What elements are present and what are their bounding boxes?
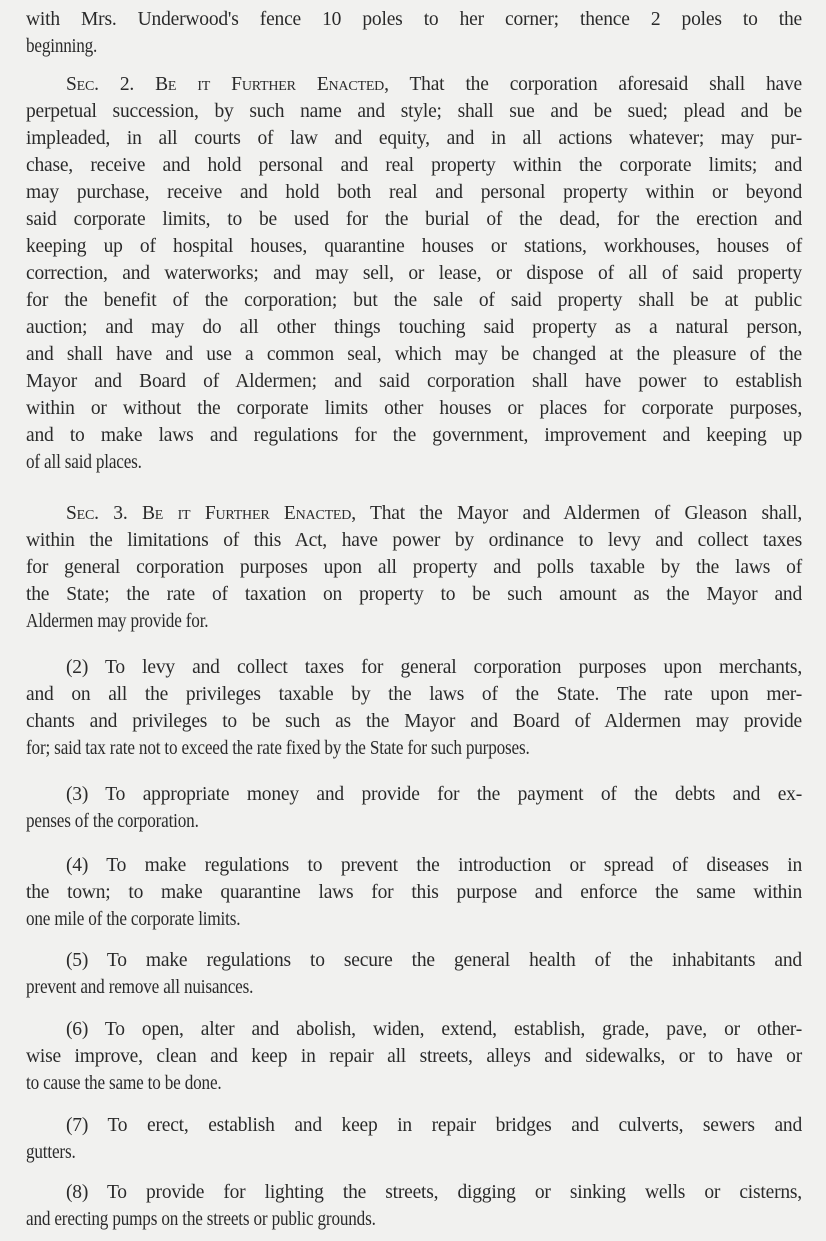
text-line: for general corporation purposes upon all property and polls taxable by the laws of — [26, 557, 802, 578]
text-line: may purchase, receive and hold both real and personal property within or beyond — [26, 182, 802, 203]
text-line: with Mrs. Underwood's fence 10 poles to her corner; thence 2 poles to the — [26, 9, 802, 30]
text-line: within or without the corporate limits other houses or places for corporate purposes, — [26, 398, 802, 419]
text-line: impleaded, in all courts of law and equity, and in all actions whatever; may pur- — [26, 128, 802, 149]
section-2-first-line — [66, 73, 802, 97]
text-line: beginning. — [26, 36, 98, 57]
text-line: gutters. — [26, 1142, 76, 1163]
text-line: for; said tax rate not to exceed the rate fixed by the State for such purposes. — [26, 738, 530, 759]
text-line: perpetual succession, by such name and style; shall sue and be sued; plead and be — [26, 101, 802, 122]
text-line: keeping up of hospital houses, quarantine houses or stations, workhouses, houses of — [26, 236, 802, 257]
text-line: and erecting pumps on the streets or public grounds. — [26, 1209, 376, 1230]
text-line: penses of the corporation. — [26, 811, 199, 832]
item-6-first-line: (6) To open, alter and abolish, widen, extend, establish, grade, pave, or other- — [66, 1019, 802, 1040]
enacting-clause: Be it Further Enacted, — [141, 503, 356, 524]
item-8-first-line: (8) To provide for lighting the streets, digging or sinking wells or cisterns, — [66, 1182, 802, 1203]
text-line: the State; the rate of taxation on property to be such amount as the Mayor and — [26, 584, 802, 605]
text-line: to cause the same to be done. — [26, 1073, 222, 1094]
item-5-first-line: (5) To make regulations to secure the general health of the inhabitants and — [66, 950, 802, 971]
text-line: for the benefit of the corporation; but the sale of said property shall be at public — [26, 290, 802, 311]
text-line: prevent and remove all nuisances. — [26, 977, 254, 998]
item-7-first-line: (7) To erect, establish and keep in repair bridges and culverts, sewers and — [66, 1115, 802, 1136]
text-line: said corporate limits, to be used for the burial of the dead, for the erection and — [26, 209, 802, 230]
text-line: Aldermen may provide for. — [26, 611, 209, 632]
text-line: auction; and may do all other things touching said property as a natural person, — [26, 317, 802, 338]
text-line: the town; to make quarantine laws for this purpose and enforce the same within — [26, 882, 802, 903]
text-line: within the limitations of this Act, have power by ordinance to levy and collect taxes — [26, 530, 802, 551]
item-3-first-line: (3) To appropriate money and provide for the payment of the debts and ex- — [66, 784, 802, 805]
text-line: chase, receive and hold personal and real property within the corporate limits; and — [26, 155, 802, 176]
section-label: Sec. 2. — [66, 74, 135, 95]
text-line: correction, and waterworks; and may sell, or lease, or dispose of all of said property — [26, 263, 802, 284]
text-line: one mile of the corporate limits. — [26, 909, 241, 930]
section-label: Sec. 3. — [66, 503, 128, 524]
text-line: and shall have and use a common seal, which may be changed at the pleasure of the — [26, 344, 802, 365]
text-line: of all said places. — [26, 452, 142, 473]
text-line: Mayor and Board of Aldermen; and said corporation shall have power to establish — [26, 371, 802, 392]
enacting-clause: Be it Further Enacted, — [155, 74, 389, 95]
text-segment: That the Mayor and Aldermen of Gleason shall, — [369, 503, 803, 524]
section-3-first-line — [66, 502, 802, 526]
text-line: and to make laws and regulations for the government, improvement and keeping up — [26, 425, 802, 446]
item-2-first-line: (2) To levy and collect taxes for general corporation purposes upon merchants, — [66, 657, 802, 678]
text-segment: That the corporation aforesaid shall have — [409, 74, 802, 95]
text-line: wise improve, clean and keep in repair all streets, alleys and sidewalks, or to have or — [26, 1046, 802, 1067]
text-line: and on all the privileges taxable by the laws of the State. The rate upon mer- — [26, 684, 802, 705]
text-line: chants and privileges to be such as the Mayor and Board of Aldermen may provide — [26, 711, 802, 732]
item-4-first-line: (4) To make regulations to prevent the introduction or spread of diseases in — [66, 855, 802, 876]
